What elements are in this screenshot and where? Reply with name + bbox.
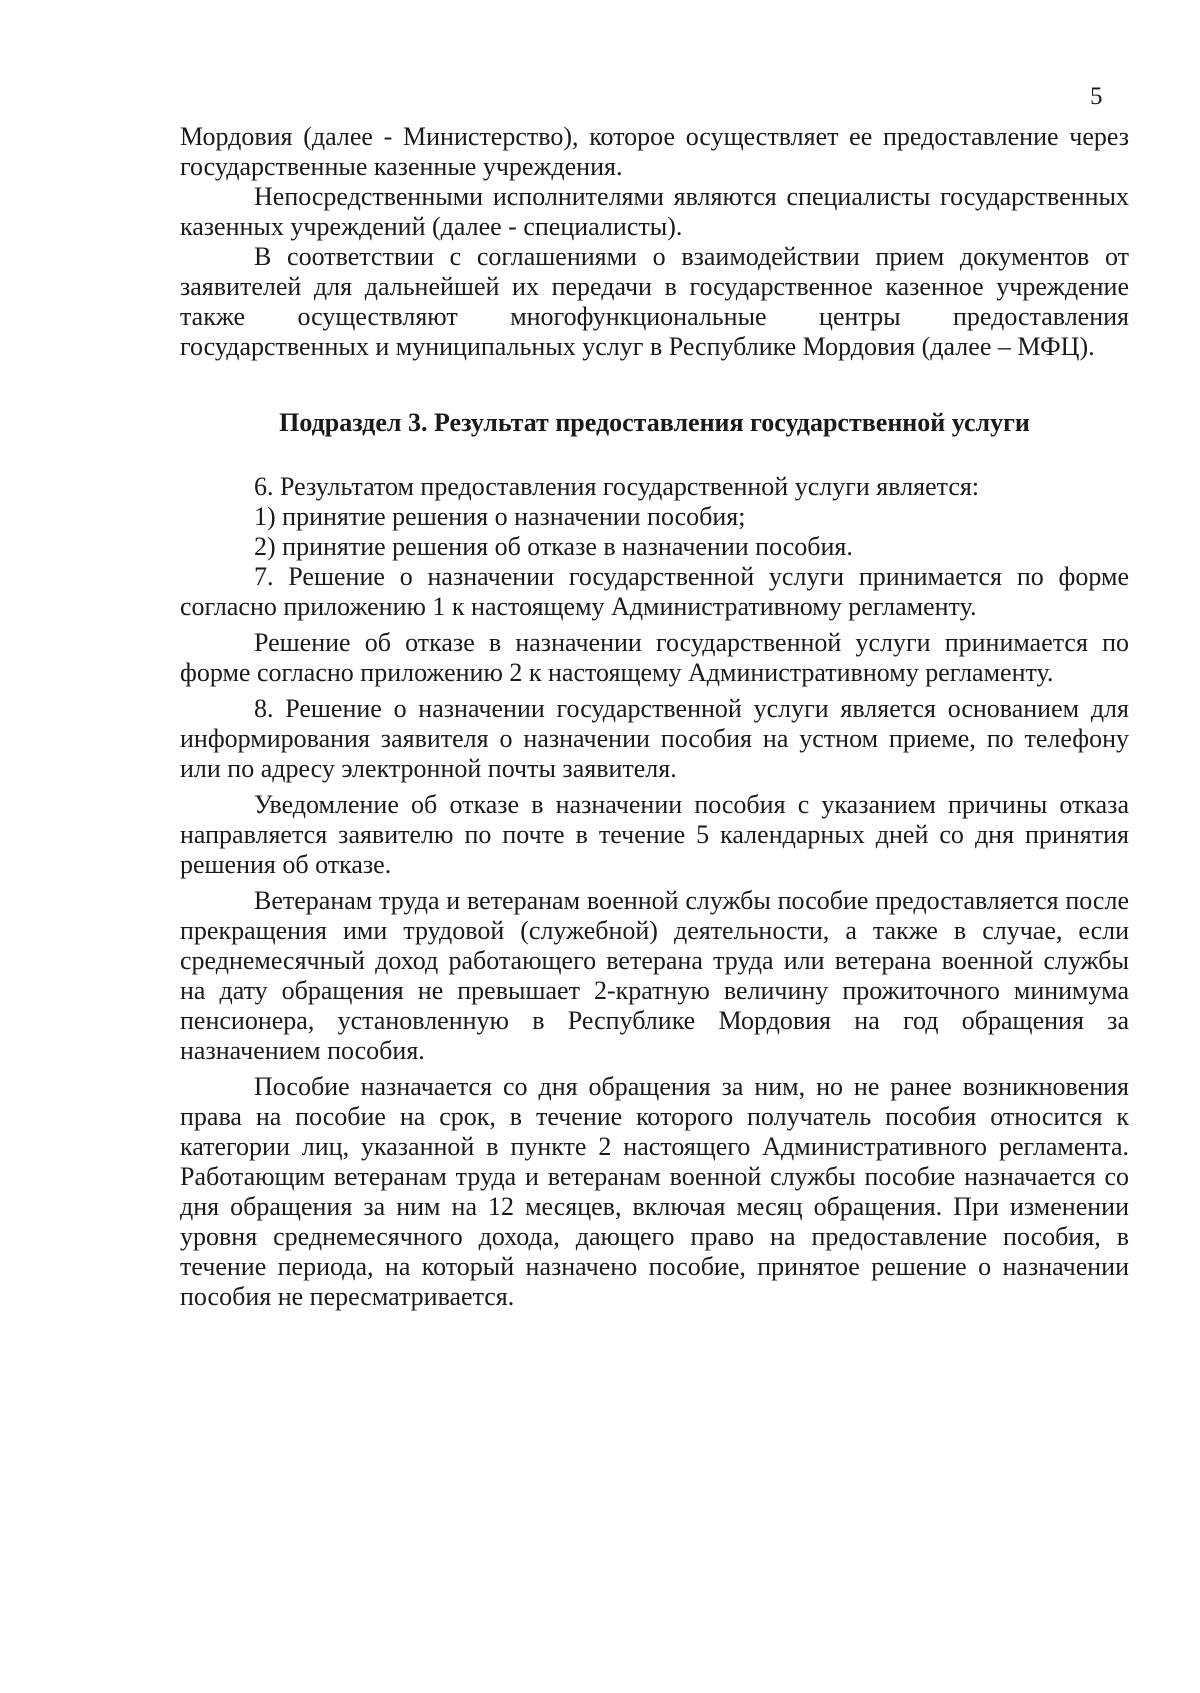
section-heading: Подраздел 3. Результат предоставления государственной услуги xyxy=(279,408,1030,437)
paragraph-item-6: 6. Результатом предоставления государственной услуги является: xyxy=(254,472,980,501)
document-body xyxy=(180,122,1129,1312)
paragraph-executors: Непосредственными исполнителями являются специалисты государственных казенных учреждений (далее - специалисты). xyxy=(180,182,1129,241)
paragraph-item-8: 8. Решение о назначении государственной услуги является основанием для информирования заявителя о назначении пособия на устном приеме, по телефону или по адресу электронной почты заявителя. xyxy=(180,694,1129,783)
spacer xyxy=(180,362,1129,408)
paragraph-list-1: 1) принятие решения о назначении пособия; xyxy=(254,502,746,531)
paragraph-mfc: В соответствии с соглашениями о взаимодействии прием документов от заявителей для дальнейшей их передачи в государственное казенное учреждение также осуществляют многофункциональные центры предоставления государственных и муниципальных услуг в Республике Мордовия (далее – МФЦ). xyxy=(180,242,1129,361)
paragraph-veterans: Ветеранам труда и ветеранам военной службы пособие предоставляется после прекращения ими трудовой (служебной) деятельности, а также в случае, если среднемесячный доход работающего ветерана труда или ветерана военной службы на дату обращения не превышает 2-кратную величину прожиточного минимума пенсионера, установленную в Республике Мордовия на год обращения за назначением пособия. xyxy=(180,886,1129,1065)
paragraph-refusal-notice: Уведомление об отказе в назначении пособия с указанием причины отказа направляется заявителю по почте в течение 5 календарных дней со дня принятия решения об отказе. xyxy=(180,790,1129,879)
paragraph-benefit-term: Пособие назначается со дня обращения за ним, но не ранее возникновения права на пособие на срок, в течение которого получатель пособия относится к категории лиц, указанной в пункте 2 настоящего Административного регламента. Работающим ветеранам труда и ветеранам военной службы пособие назначается со дня обращения за ним на 12 месяцев, включая месяц обращения. При изменении уровня среднемесячного дохода, дающего право на предоставление пособия, в течение периода, на который назначено пособие, принятое решение о назначении пособия не пересматривается. xyxy=(180,1072,1129,1311)
paragraph-list-2: 2) принятие решения об отказе в назначении пособия. xyxy=(254,532,853,561)
page-number: 5 xyxy=(1090,83,1103,110)
spacer xyxy=(180,438,1129,472)
paragraph-refusal-form: Решение об отказе в назначении государственной услуги принимается по форме согласно приложению 2 к настоящему Административному регламенту. xyxy=(180,628,1129,687)
paragraph-item-7: 7. Решение о назначении государственной услуги принимается по форме согласно приложению 1 к настоящему Административному регламенту. xyxy=(180,562,1129,621)
paragraph-ministry: Мордовия (далее - Министерство), которое осуществляет ее предоставление через государственные казенные учреждения. xyxy=(180,122,1129,181)
